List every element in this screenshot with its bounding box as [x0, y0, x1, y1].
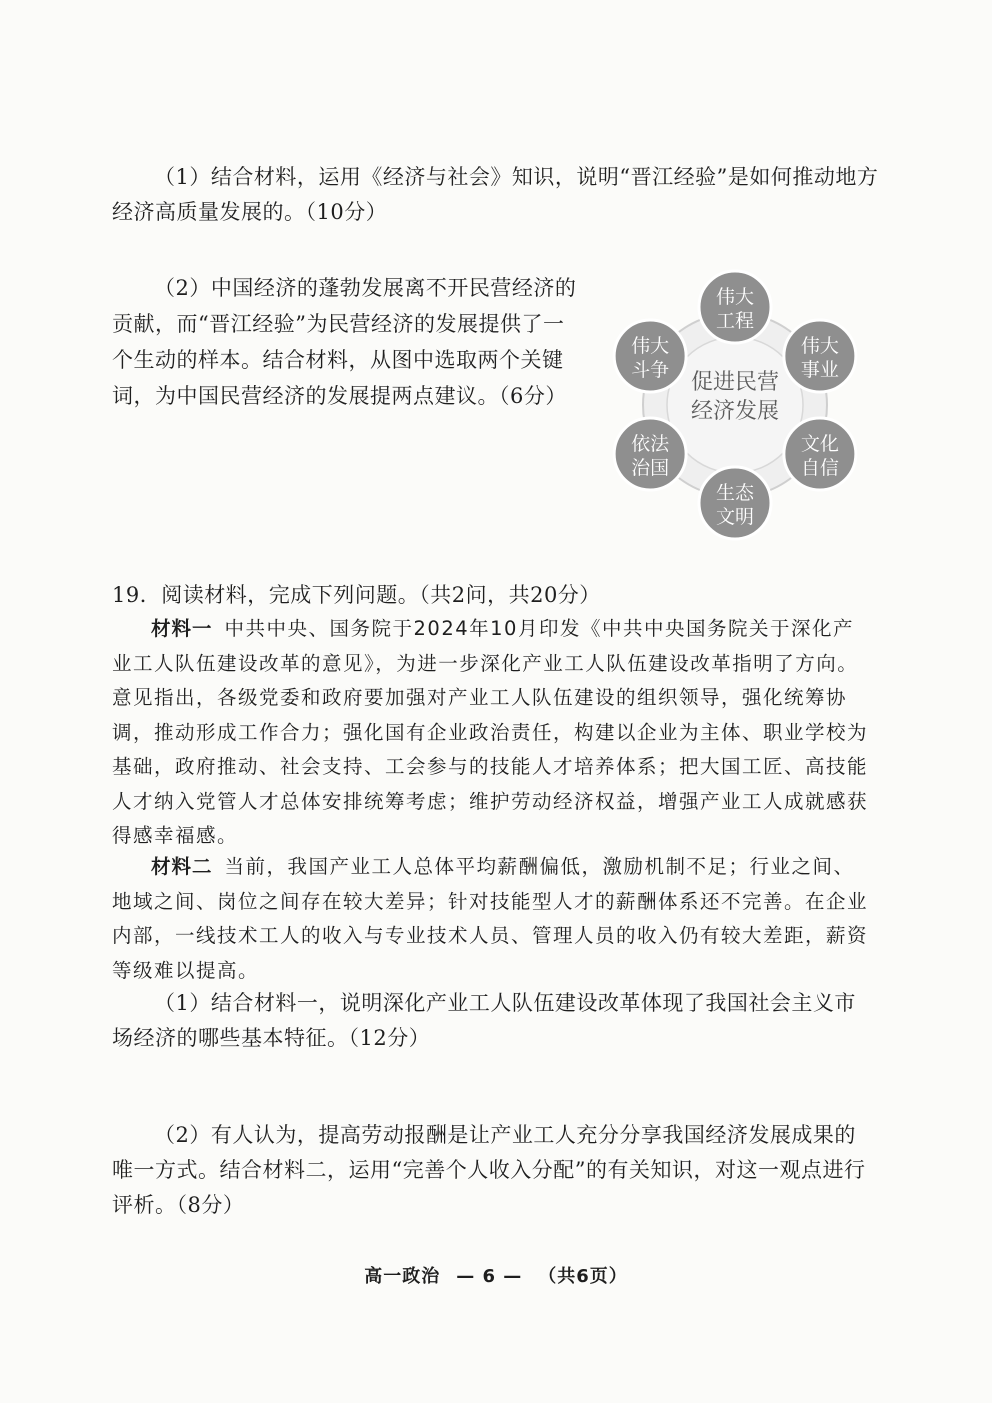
diagram-node — [699, 271, 771, 343]
material-1-tag: 材料一 — [151, 617, 213, 640]
material-1 — [112, 612, 872, 854]
q19-part2: （2）有人认为，提高劳动报酬是让产业工人充分分享我国经济发展成果的唯一方式。结合材料二，运用“完善个人收入分配”的有关知识，对这一观点进行评析。（8分） — [112, 1123, 866, 1217]
diagram-node-label: 工程 — [715, 310, 755, 332]
footer-subject: 高一政治 — [364, 1266, 441, 1287]
diagram-node — [614, 320, 686, 392]
diagram-node — [784, 320, 856, 392]
material-2 — [112, 850, 872, 988]
diagram-node — [699, 467, 771, 539]
footer-total-pages: （共6页） — [538, 1266, 628, 1287]
keyword-diagram — [600, 255, 870, 555]
diagram-node-label: 文化 — [800, 433, 839, 455]
keyword-diagram-svg — [600, 255, 870, 555]
material-2-text: 当前，我国产业工人总体平均薪酬偏低，激励机制不足；行业之间、地域之间、岗位之间存在较大差异；针对技能型人才的薪酬体系还不完善。在企业内部，一线技术工人的收入与专业技术人员、管理人员的收入仍有较大差距，薪资等级难以提高。 — [112, 855, 869, 982]
q19-heading: 19．阅读材料，完成下列问题。（共2问，共20分） — [112, 583, 601, 607]
center-label-line2: 经济发展 — [690, 399, 780, 424]
q19-part1: （1）结合材料一，说明深化产业工人队伍建设改革体现了我国社会主义市场经济的哪些基本特征。（12分） — [112, 991, 856, 1050]
q18-part2: （2）中国经济的蓬勃发展离不开民营经济的贡献，而“晋江经验”为民营经济的发展提供了一个生动的样本。结合材料，从图中选取两个关键词，为中国民营经济的发展提两点建议。（6分） — [112, 276, 577, 408]
diagram-node-label: 文明 — [715, 506, 755, 528]
material-2-tag: 材料二 — [151, 855, 213, 878]
diagram-node — [614, 418, 686, 490]
q18-part1: （1）结合材料，运用《经济与社会》知识，说明“晋江经验”是如何推动地方经济高质量发展的。（10分） — [112, 165, 879, 224]
diagram-node — [784, 418, 856, 490]
center-label-line1: 促进民营 — [690, 370, 780, 395]
diagram-node-label: 自信 — [800, 457, 839, 479]
diagram-node-label: 伟大 — [800, 335, 839, 357]
material-1-text: 中共中央、国务院于2024年10月印发《中共中央国务院关于深化产业工人队伍建设改革的意见》，为进一步深化产业工人队伍建设改革指明了方向。意见指出，各级党委和政府要加强对产业工人队伍建设的组织领导，强化统筹协调，推动形成工作合力；强化国有企业政治责任，构建以企业为主体、职业学校为基础，政府推动、社会支持、工会参与的技能人才培养体系；把大国工匠、高技能人才纳入党管人才总体安排统筹考虑；维护劳动经济权益，增强产业工人成就感获得感幸福感。 — [112, 617, 869, 847]
diagram-node-label: 事业 — [800, 359, 839, 381]
footer-page-number: — 6 — — [456, 1266, 523, 1287]
diagram-node-label: 伟大 — [631, 335, 670, 357]
diagram-node-label: 伟大 — [715, 286, 755, 308]
diagram-node-label: 治国 — [631, 457, 670, 479]
diagram-node-label: 生态 — [715, 482, 755, 504]
diagram-node-label: 斗争 — [631, 359, 670, 381]
diagram-node-label: 依法 — [631, 433, 670, 455]
page-footer — [0, 1262, 992, 1288]
